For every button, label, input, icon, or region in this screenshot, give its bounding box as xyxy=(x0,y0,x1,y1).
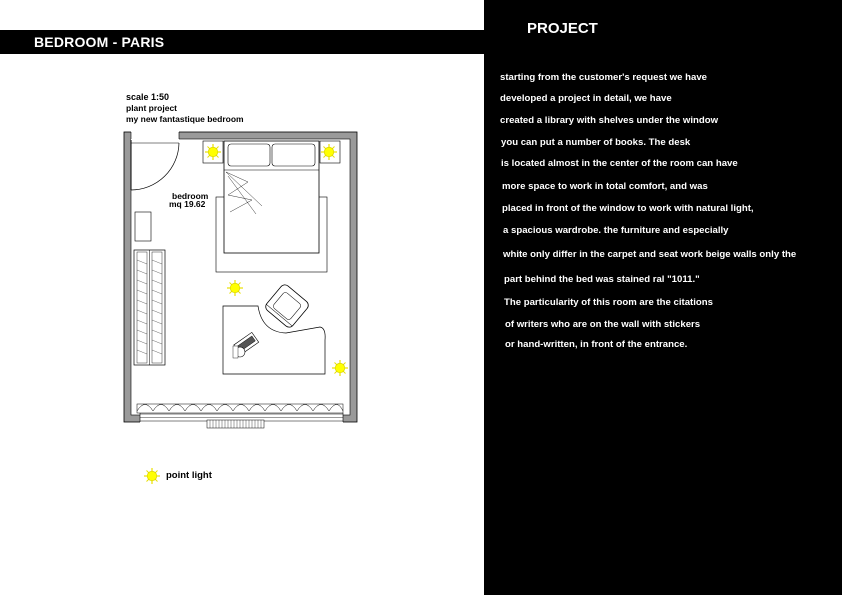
description-line: part behind the bed was stained ral "1011." xyxy=(504,274,700,285)
description-line: is located almost in the center of the room can have xyxy=(501,158,738,169)
description-line: developed a project in detail, we have xyxy=(500,93,672,104)
project-panel xyxy=(484,0,842,595)
description-line: starting from the customer's request we have xyxy=(500,72,708,83)
plan-subtitle: plant project xyxy=(126,103,178,113)
description-line: or hand-written, in front of the entrance. xyxy=(505,339,688,350)
description-line: of writers who are on the wall with stickers xyxy=(505,319,701,330)
description-line: more space to work in total comfort, and was xyxy=(502,181,708,192)
description-line: placed in front of the window to work with natural light, xyxy=(502,203,754,214)
project-heading: PROJECT xyxy=(527,20,598,37)
description-line: you can put a number of books. The desk xyxy=(501,137,691,148)
description-line: created a library with shelves under the window xyxy=(500,115,719,126)
plan-project-name: my new fantastique bedroom xyxy=(126,114,244,124)
description-line: white only differ in the carpet and seat work beige walls only the xyxy=(503,249,797,260)
page-title: BEDROOM - PARIS xyxy=(34,34,165,50)
description-line: The particularity of this room are the citations xyxy=(504,297,713,308)
legend-point-light-icon xyxy=(144,468,160,484)
room-label: bedroom xyxy=(172,191,209,201)
wardrobe xyxy=(134,250,165,365)
cabinet xyxy=(135,212,151,241)
plan-scale: scale 1:50 xyxy=(126,92,170,102)
legend-label: point light xyxy=(166,470,212,481)
description-line: a spacious wardrobe. the furniture and especially xyxy=(503,225,729,236)
room-area: mq 19.62 xyxy=(169,199,206,209)
